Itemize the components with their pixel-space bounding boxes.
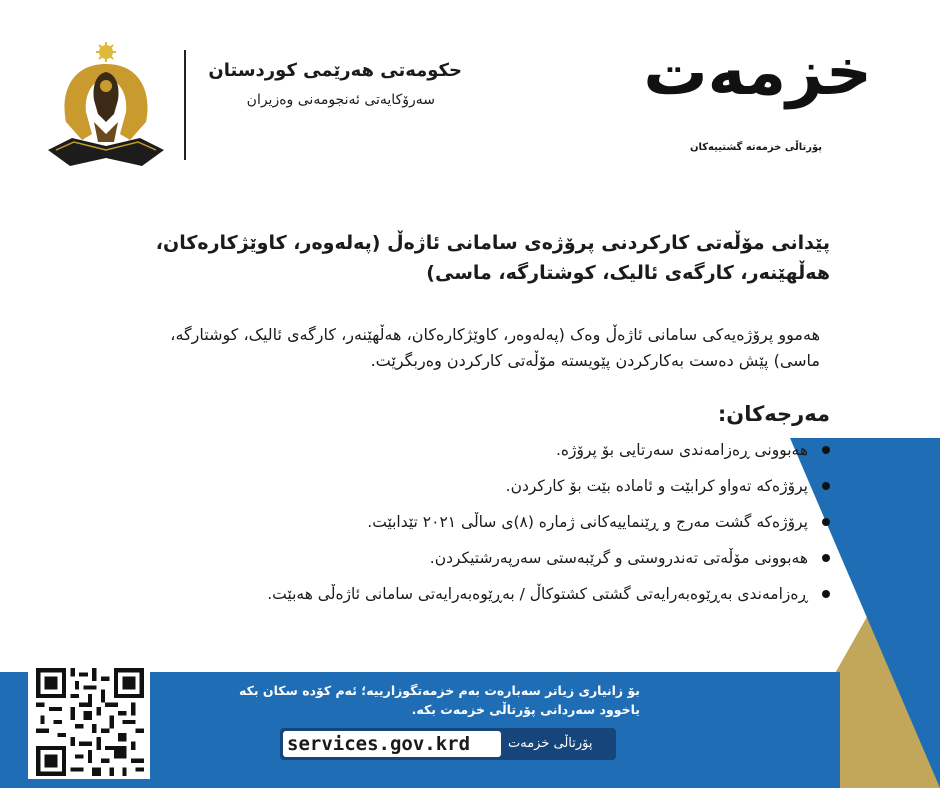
requirements-list: [130, 432, 830, 612]
footer-info-line-2: یاخوود سەردانی پۆرتاڵی خزمەت بکە.: [411, 702, 640, 717]
requirements-heading: مەرجەکان:: [717, 402, 830, 426]
bullet-icon: [822, 446, 830, 454]
bullet-icon: [822, 554, 830, 562]
brand-logo-text: خزمەت: [643, 36, 872, 110]
footer-info-text: [200, 681, 640, 719]
footer-info-line-1: بۆ زانیاری زیاتر سەبارەت بەم خزمەتگوزارییە؛ ئەم کۆدە سکان بکە: [239, 683, 640, 698]
bullet-icon: [822, 590, 830, 598]
portal-url-link[interactable]: services.gov.krd: [287, 733, 471, 755]
bullet-icon: [822, 518, 830, 526]
intro-paragraph: هەموو پرۆژەیەکی سامانی ئاژەڵ وەک (پەلەوەر، کاوێژکارەکان، هەڵهێنەر، کارگەی ئالیک، کوشتارگە، ماسی) پێش دەست بەکارکردن پێویستە مۆڵەتی کارکردن وەربگرێت.: [170, 325, 820, 370]
brand-subtitle: پۆرتاڵی خزمەتە گشتییەکان: [689, 142, 822, 153]
header-divider: [184, 50, 186, 160]
page-title: پێدانی مۆڵەتی کارکردنی پرۆژەی سامانی ئاژەڵ (پەلەوەر، کاوێژکارەکان، هەڵهێنەر، کارگەی ئالیک، کوشتارگە، ماسی): [155, 232, 830, 284]
list-item: ڕەزامەندی بەڕێوەبەرایەتی گشتی کشتوکاڵ / بەڕێوەبەرایەتی سامانی ئاژەڵی هەبێت.: [130, 576, 830, 612]
qr-code-icon[interactable]: [35, 668, 145, 776]
list-item: هەبوونی ڕەزامەندی سەرتایی بۆ پرۆژە.: [130, 432, 830, 468]
bullet-icon: [822, 482, 830, 490]
list-item: پرۆژەکە تەواو کرابێت و ئامادە بێت بۆ کارکردن.: [130, 468, 830, 504]
portal-label: پۆرتاڵی خزمەت: [508, 736, 593, 751]
kurdistan-emblem-icon: [42, 42, 170, 167]
government-name: حکومەتی هەرێمی کوردستان: [208, 60, 462, 81]
list-item: پرۆژەکە گشت مەرج و ڕێنماییەکانی ژمارە (٨)ی ساڵی ٢٠٢١ تێدابێت.: [130, 504, 830, 540]
list-item: هەبوونی مۆڵەتی تەندروستی و گرێبەستی سەرپەرشتیکردن.: [130, 540, 830, 576]
ministry-name: سەرۆکایەتی ئەنجومەنی وەزیران: [246, 92, 435, 108]
